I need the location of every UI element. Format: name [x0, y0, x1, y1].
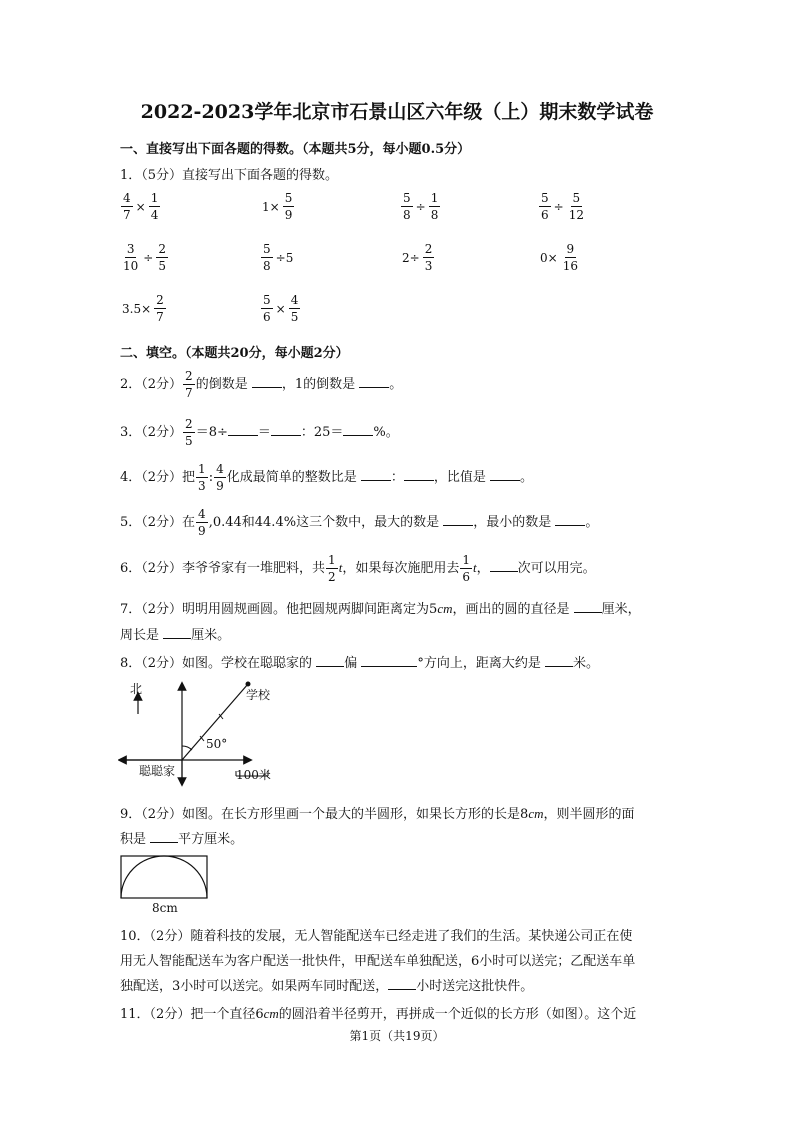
answer-blank[interactable] [271, 423, 301, 436]
answer-blank[interactable] [490, 559, 518, 572]
question-10: 10．（2分）随着科技的发展，无人智能配送车已经走进了我们的生活。某快递公司正在使 [120, 929, 633, 944]
question-6: 6．（2分）李爷爷家有一堆肥料，共 $\frac{1}{2}$ t，如果每次施肥用去 $\frac{1}{6}$ t， 次可以用完。 [120, 553, 596, 584]
question-4: 4．（2分）把 $\frac{1}{3}$ : $\frac{4}{9}$ 化成最简单的整数比是 ： ，比值是 。 [120, 462, 534, 493]
calc-item: 3.5× $\frac{2}{7}$ [122, 293, 164, 324]
calc-item: 2÷ $\frac{2}{3}$ [402, 242, 433, 273]
answer-blank[interactable] [316, 654, 344, 667]
semicircle-figure [120, 855, 210, 901]
question-5: 5．（2分）在 $\frac{4}{9}$ ,0.44和44.4%这三个数中，最大的数是 ，最小的数是 。 [120, 507, 599, 538]
question-1: 1．（5分）直接写出下面各题的得数。 [120, 168, 339, 183]
answer-blank[interactable] [443, 513, 473, 526]
answer-blank[interactable] [361, 654, 417, 667]
question-7-line2: 周长是 厘米。 [120, 628, 231, 643]
answer-blank[interactable] [361, 468, 391, 481]
question-7: 7．（2分）明明用圆规画圆。他把圆规两脚间距离定为5cm，画出的圆的直径是 厘米， [120, 601, 641, 617]
calc-item: 1× $\frac{5}{9}$ [262, 191, 293, 222]
answer-blank[interactable] [343, 423, 373, 436]
calc-item: $\frac{5}{6}$ ÷ $\frac{5}{12}$ [541, 191, 584, 222]
answer-blank[interactable] [555, 513, 585, 526]
calc-item: $\frac{4}{7}$ × $\frac{1}{4}$ [123, 191, 159, 222]
question-3: 3．（2分） $\frac{2}{5}$ ＝8÷ ＝ ：25＝ %。 [120, 417, 399, 448]
school-label: 学校 [246, 688, 271, 702]
page-footer: 第1页（共19页） [349, 1029, 445, 1043]
answer-blank[interactable] [163, 626, 191, 639]
question-10-line2: 用无人智能配送车为客户配送一批快件，甲配送车单独配送，6小时可以送完；乙配送车单 [120, 954, 636, 969]
home-label: 聪聪家 [139, 764, 176, 778]
section-2-heading: 二、填空。（本题共20分，每小题2分） [120, 346, 349, 361]
calc-item: $\frac{5}{8}$ ÷5 [263, 242, 294, 273]
calc-item: 0× $\frac{9}{16}$ [540, 242, 578, 273]
section-1-heading: 一、直接写出下面各题的得数。（本题共5分，每小题0.5分） [120, 142, 471, 157]
answer-blank[interactable] [388, 977, 416, 990]
answer-blank[interactable] [252, 375, 282, 388]
calc-item: $\frac{5}{8}$ ÷ $\frac{1}{8}$ [403, 191, 439, 222]
north-label: 北 [130, 682, 143, 696]
scale-label: 100米 [236, 768, 271, 782]
answer-blank[interactable] [545, 654, 573, 667]
rect-length-label: 8cm [152, 901, 178, 915]
rectangle [121, 856, 207, 898]
question-9: 9．（2分）如图。在长方形里画一个最大的半圆形，如果长方形的长是8cm，则半圆形的面 [120, 806, 635, 822]
question-2: 2．（2分） $\frac{2}{7}$ 的倒数是 ，1的倒数是 。 [120, 369, 403, 400]
answer-blank[interactable] [359, 375, 389, 388]
calc-item: $\frac{3}{10}$ ÷ $\frac{2}{5}$ [123, 242, 166, 273]
question-11: 11．（2分）把一个直径6cm的圆沿着半径剪开，再拼成一个近似的长方形（如图）。这个近 [120, 1006, 637, 1022]
answer-blank[interactable] [228, 423, 258, 436]
question-10-line3: 独配送，3小时可以送完。如果两车同时配送， 小时送完这批快件。 [120, 979, 534, 994]
answer-blank[interactable] [490, 468, 520, 481]
answer-blank[interactable] [404, 468, 434, 481]
answer-blank[interactable] [150, 830, 178, 843]
angle-label: 50° [206, 737, 228, 751]
question-8: 8．（2分）如图。学校在聪聪家的 偏 °方向上，距离大约是 米。 [120, 656, 600, 671]
answer-blank[interactable] [574, 600, 602, 613]
question-9-line2: 积是 平方厘米。 [120, 832, 244, 847]
semicircle [121, 856, 207, 898]
calc-item: $\frac{5}{6}$ × $\frac{4}{5}$ [263, 293, 299, 324]
page-title: 2022-2023学年北京市石景山区六年级（上）期末数学试卷 [140, 101, 654, 123]
